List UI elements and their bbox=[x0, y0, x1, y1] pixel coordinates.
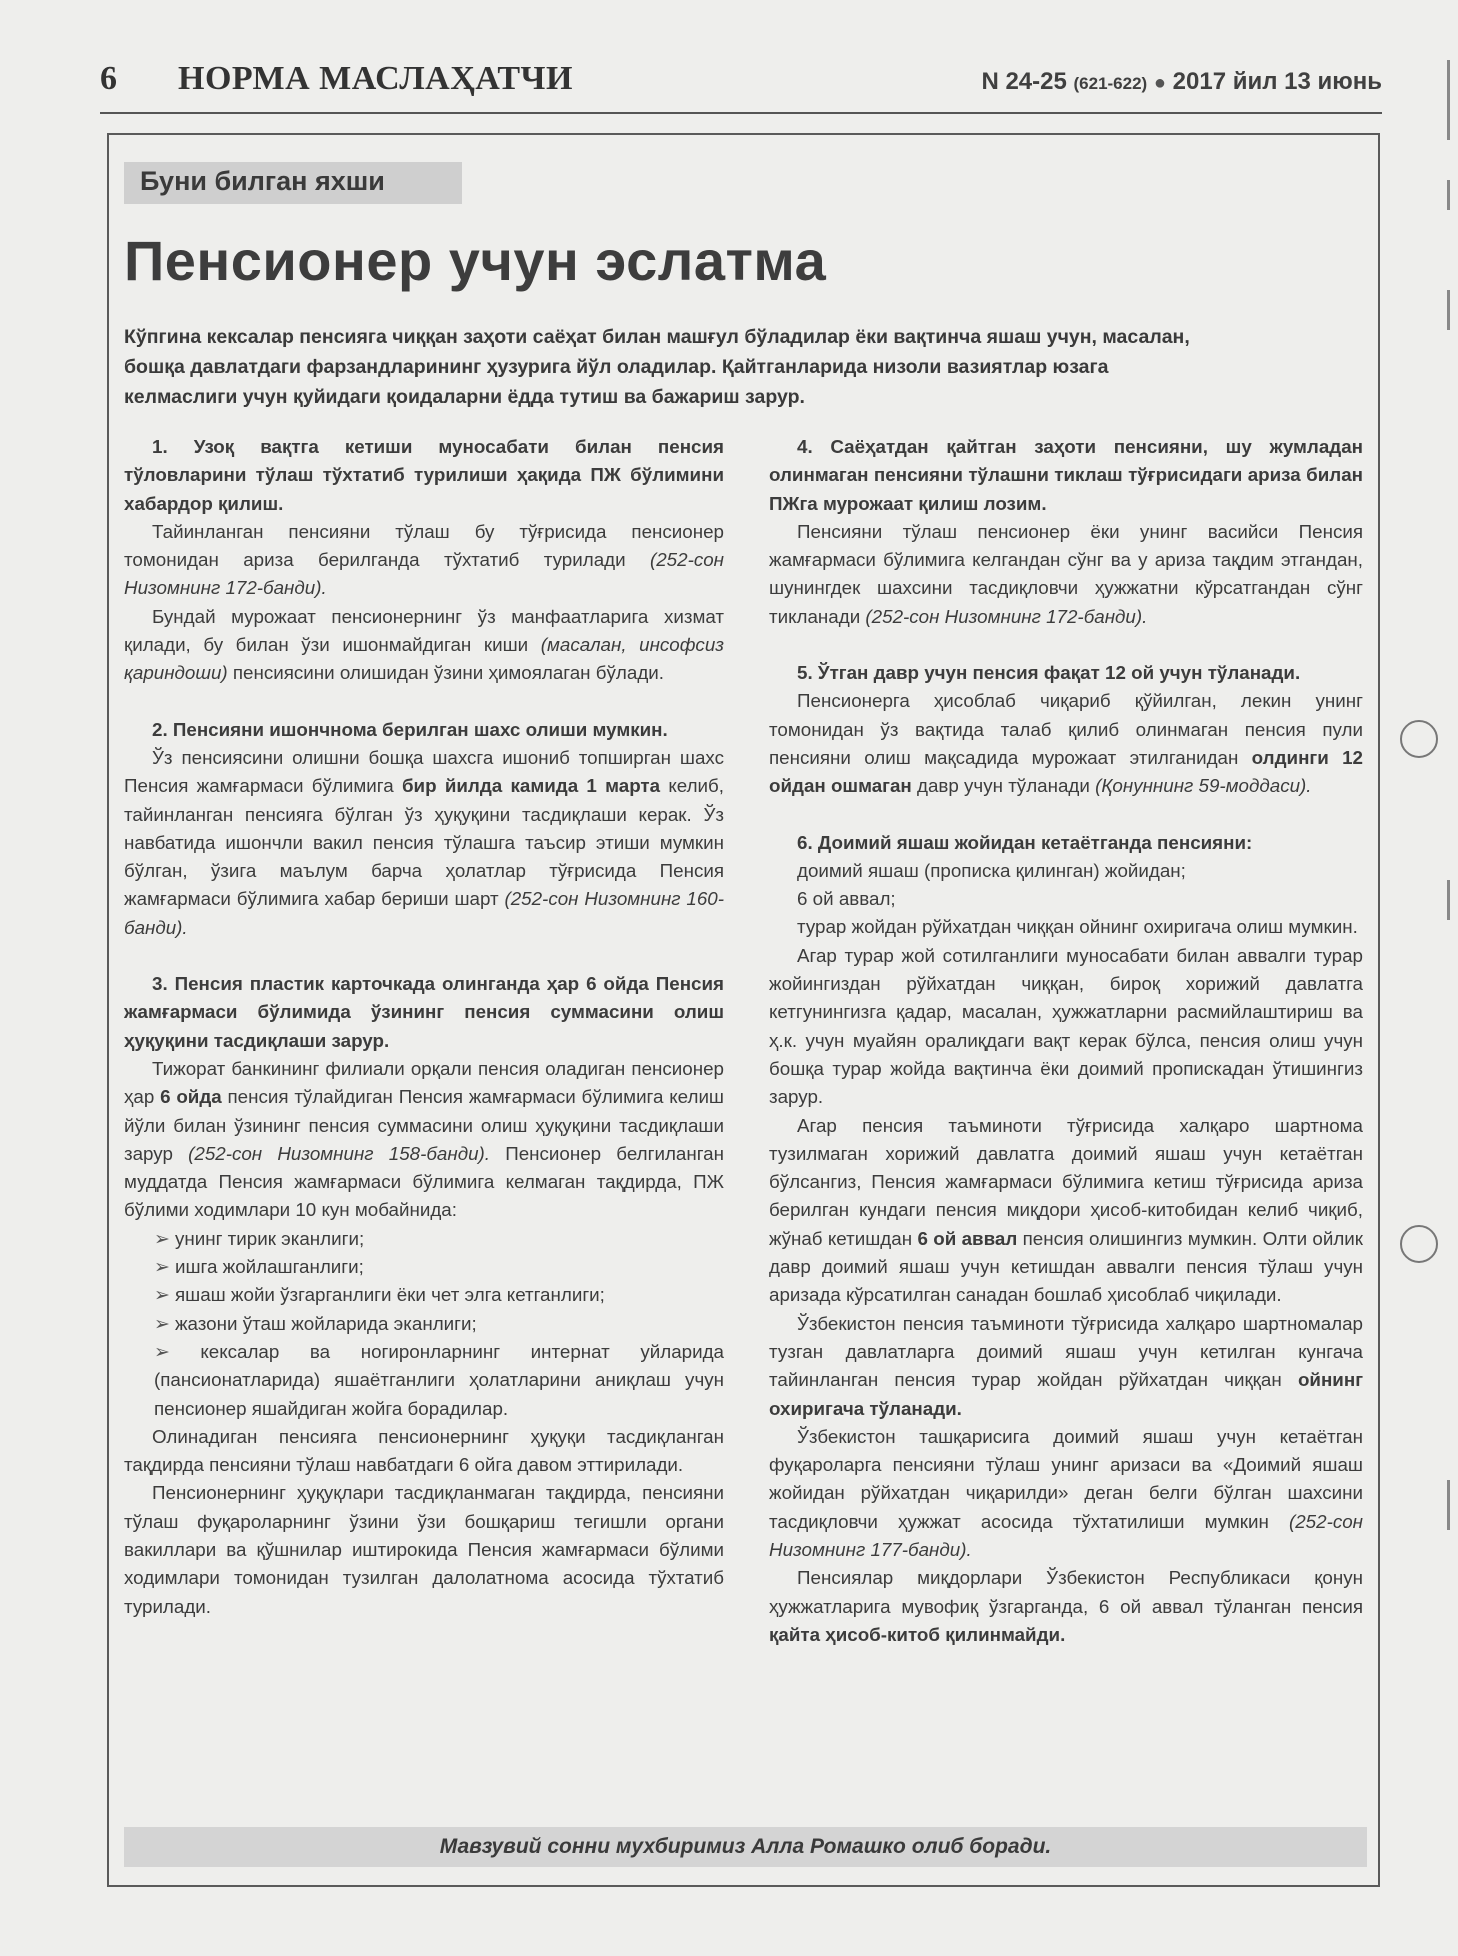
issue-number-sub: (621-622) bbox=[1073, 74, 1148, 93]
section-3-paragraph-1: Тижорат банкининг филиали орқали пенсия оладиган пенсионер ҳар 6 ойда пенсия тўлайдиган Пенсия жамғармаси бўлимига келиш йўли билан ўзининг пенсия суммасини олиш ҳуқуқини тасдиқлаши зарур (252-сон Низомнинг 158-банди). Пенсионер белгиланган муддатда Пенсия жамғармаси бўлимига келмаган тақдирда, ПЖ бўлими ходимлари 10 кун мобайнида: bbox=[124, 1057, 725, 1221]
section-5-heading: 5. Ўтган давр учун пенсия фақат 12 ой учун тўланади. bbox=[797, 662, 1301, 684]
section-6-paragraph-1: Агар турар жой сотилганлиги муносабати билан аввалги турар жойингиздан рўйхатдан чиққан, бироқ хорижий давлатга кетгунингизга қадар, масалан, ҳужжатларни расмийлаштириш ва ҳ.к. учун муайян оралиқдаги вақт керак бўлса, пенсия олиш учун бошқа турар жойда вақтинча ёки доимий пропискадан ўтишингиз зарур. bbox=[769, 944, 1363, 1108]
article-lead: Кўпгина кексалар пенсияга чиққан заҳоти саёҳат билан машғул бўладилар ёки вақтинча яшаш учун, масалан, бошқа давлатдаги фарзандларининг ҳузурига йўл оладилар. Қайтганларида низоли вазиятлар юзага келмаслиги учун қуйидаги қоидаларни ёдда тутиш ва бажариш зарур. bbox=[124, 326, 1190, 408]
article-column-right bbox=[769, 433, 1363, 1649]
section-1-paragraph-2: Бундай мурожаат пенсионернинг ўз манфаатларига хизмат қилади, бу билан ўзи ишонмайдиган киши (масалан, инсофсиз қариндоши) пенсиясини олишидан ўзини ҳимоялаган бўлади. bbox=[124, 605, 724, 684]
issue-number: N 24-25 bbox=[981, 68, 1067, 95]
byline-bar bbox=[124, 1827, 1367, 1867]
page-edge-mark bbox=[1447, 1480, 1450, 1530]
list-item: ➢ ишга жойлашганлиги; bbox=[124, 1253, 724, 1281]
page-edge-mark bbox=[1447, 180, 1450, 210]
section-4-paragraph-1: Пенсияни тўлаш пенсионер ёки унинг васийси Пенсия жамғармаси бўлимига келгандан сўнг ва у ариза тақдим этгандан, шунингдек шахсини тасдиқловчи ҳужжатни кўрсатгандан сўнг тикланади (252-сон Низомнинг 172-банди). bbox=[769, 520, 1363, 627]
page-edge-mark bbox=[1447, 290, 1450, 330]
rubric-label: Буни билган яхши bbox=[140, 166, 385, 196]
newspaper-name: НОРМА МАСЛАҲАТЧИ bbox=[178, 60, 573, 97]
article-column-left bbox=[124, 433, 724, 1621]
section-6-paragraph-3: Ўзбекистон пенсия таъминоти тўғрисида халқаро шартномалар тузган давлатларга доимий яшаш учун кетилган кунгача тайинланган пенсия турар жойдан рўйхатдан чиққан ойнинг охиригача тўланади. bbox=[769, 1312, 1364, 1419]
bullet-dot-icon: ● bbox=[1153, 72, 1166, 94]
list-item: ➢ жазони ўташ жойларида эканлиги; bbox=[124, 1310, 724, 1338]
list-item: ➢ яшаш жойи ўзгарганлиги ёки чет элга кетганлиги; bbox=[124, 1281, 724, 1309]
section-5-paragraph-1: Пенсионерга ҳисоблаб чиқариб қўйилган, лекин унинг томонидан ўз вақтида талаб қилиб олинмаган пенсия пули пенсияни олиш мақсадида мурожаат этилганидан олдинги 12 ойдан ошмаган давр учун тўланади (Қонуннинг 59-моддаси). bbox=[769, 690, 1363, 797]
list-item: ➢ кексалар ва ногиронларнинг интернат уйларида (пансионатларида) яшаётганлиги ҳолатларини аниқлаш учун пенсионер яшайдиган жойга борадилар. bbox=[124, 1338, 724, 1423]
section-4-heading: 4. Саёҳатдан қайтган заҳоти пенсияни, шу жумладан олинмаган пенсияни тўлашни тиклаш тўғрисидаги ариза билан ПЖга мурожаат қилиш лозим. bbox=[769, 436, 1363, 514]
binder-hole-icon bbox=[1400, 1225, 1438, 1263]
article-headline: Пенсионер учун эслатма bbox=[124, 229, 827, 292]
section-6-paragraph-2: Агар пенсия таъминоти тўғрисида халқаро шартнома тузилмаган хорижий давлатга доимий яшаш учун кетаётган бўлсангиз, Пенсия жамғармаси бўлимига кетиш тўғрисида ариза берилган кундаги пенсия миқдори ҳисоб-китобидан келиб чиқиб, жўнаб кетишдан 6 ой аввал пенсия олишингиз мумкин. Олти ойлик давр доимий яшаш учун кетишдан аввалги пенсия тўлаш учун аризада кўрсатилган санадан бошлаб ҳисоблаб чиқилади. bbox=[769, 1114, 1364, 1306]
section-6-heading: 6. Доимий яшаш жойидан кетаётганда пенсияни: bbox=[797, 831, 1253, 853]
binder-hole-icon bbox=[1400, 720, 1438, 758]
rubric-badge bbox=[124, 162, 462, 204]
header-rule bbox=[100, 112, 1382, 114]
page-edge-mark bbox=[1447, 880, 1450, 920]
list-item: ➢ унинг тирик эканлиги; bbox=[124, 1225, 724, 1253]
byline-text: Мавзувий сонни мухбиримиз Алла Ромашко олиб боради. bbox=[439, 1835, 1052, 1858]
issue-date: 2017 йил 13 июнь bbox=[1172, 68, 1382, 95]
section-1-heading: 1. Узоқ вақтга кетиши муносабати билан пенсия тўловларини тўлаш тўхтатиб турилиши ҳақида ПЖ бўлимини хабардор қилиш. bbox=[124, 436, 724, 514]
section-3-paragraph-3: Пенсионернинг ҳуқуқлари тасдиқланмаган тақдирда, пенсияни тўлаш фуқароларнинг ўзини ўзи бошқариш тегишли органи вакиллари ва қўшнилар иштирокида Пенсия жамғармаси бўлими ходимлари томонидан тузилган далолатнома асосида тўхтатиб турилади. bbox=[124, 1482, 724, 1617]
section-1-paragraph-1: Тайинланган пенсияни тўлаш бу тўғрисида пенсионер томонидан ариза берилганда тўхтатиб турилади (252-сон Низомнинг 172-банди). bbox=[124, 520, 724, 599]
page-header bbox=[100, 52, 1382, 110]
issue-info bbox=[981, 68, 1382, 96]
section-6-line-2: 6 ой аввал; bbox=[797, 888, 896, 910]
page-number: 6 bbox=[100, 60, 117, 97]
section-3-heading: 3. Пенсия пластик карточкада олинганда ҳар 6 ойда Пенсия жамғармаси бўлимида ўзининг пенсия суммасини олиш ҳуқуқини тасдиқлаши зарур. bbox=[124, 973, 724, 1051]
section-6-paragraph-4: Ўзбекистон ташқарисига доимий яшаш учун кетаётган фуқароларга пенсияни тўлаш унинг аризаси ва «Доимий яшаш жойидан рўйхатдан чиқарилди» деган белги бўлган шахсини тасдиқловчи ҳужжат асосида тўхтатилиши мумкин (252-сон Низомнинг 177-банди). bbox=[769, 1425, 1363, 1560]
section-6-line-3: турар жойдан рўйхатдан чиққан ойнинг охиригача олиш мумкин. bbox=[797, 916, 1358, 938]
page-edge-mark bbox=[1447, 60, 1450, 140]
section-2-heading: 2. Пенсияни ишончнома берилган шахс олиши мумкин. bbox=[152, 718, 668, 740]
section-6-paragraph-5: Пенсиялар миқдорлари Ўзбекистон Республикаси қонун ҳужжатларига мувофиқ ўзгарганда, 6 ой аввал тўланган пенсия қайта ҳисоб-китоб қилинмайди. bbox=[769, 1567, 1363, 1645]
section-6-line-1: доимий яшаш (прописка қилинган) жойидан; bbox=[797, 859, 1186, 881]
section-2-paragraph-1: Ўз пенсиясини олишни бошқа шахсга ишониб топширган шахс Пенсия жамғармаси бўлимига бир йилда камида 1 марта келиб, тайинланган пенсияга бўлган ўз ҳуқуқини тасдиқлаши керак. Ўз навбатида ишончли вакил пенсия тўлашга таъсир этиши мумкин бўлган, ўзига маълум барча ҳолатлар тўғрисида Пенсия жамғармаси бўлимига хабар бериши шарт (252-сон Низомнинг 160-банди). bbox=[124, 746, 725, 938]
section-3-paragraph-2: Олинадиган пенсияга пенсионернинг ҳуқуқи тасдиқланган тақдирда пенсияни тўлаш навбатдаги 6 ойга давом эттирилади. bbox=[124, 1425, 724, 1476]
